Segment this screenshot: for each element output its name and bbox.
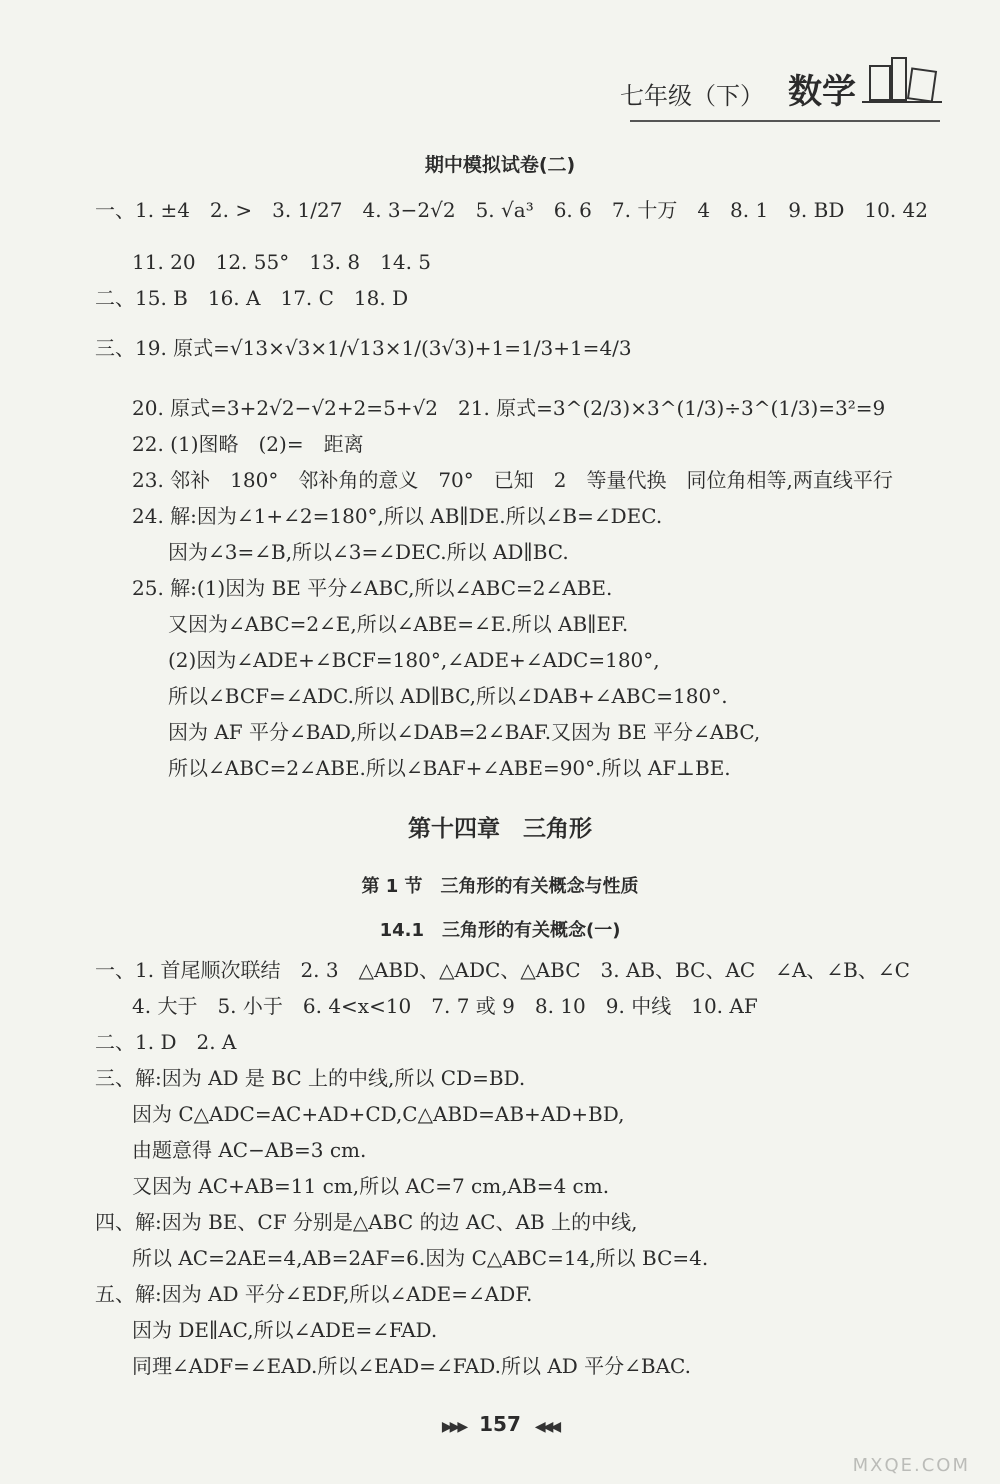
chapter-title: 第十四章 三角形 <box>408 816 592 842</box>
answer-line: 由题意得 AC−AB=3 cm. <box>132 1138 367 1162</box>
answer-line: 所以∠ABC=2∠ABE.所以∠BAF+∠ABE=90°.所以 AF⊥BE. <box>168 756 731 780</box>
answer-line: 二、15. B 16. A 17. C 18. D <box>95 286 409 310</box>
answer-line: 四、解:因为 BE、CF 分别是△ABC 的边 AC、AB 上的中线, <box>95 1210 638 1234</box>
answer-line: 23. 邻补 180° 邻补角的意义 70° 已知 2 等量代换 同位角相等,两直线平行 <box>132 468 893 492</box>
answer-line: 25. 解:(1)因为 BE 平分∠ABC,所以∠ABC=2∠ABE. <box>132 576 613 600</box>
answer-line: 一、1. 首尾顺次联结 2. 3 △ABD、△ADC、△ABC 3. AB、BC、AC ∠A、∠B、∠C <box>95 958 910 982</box>
answer-line: 所以∠BCF=∠ADC.所以 AD∥BC,所以∠DAB+∠ABC=180°. <box>168 684 728 708</box>
answer-line: 所以 AC=2AE=4,AB=2AF=6.因为 C△ABC=14,所以 BC=4. <box>132 1246 709 1270</box>
answer-line: 又因为∠ABC=2∠E,所以∠ABE=∠E.所以 AB∥EF. <box>168 612 629 636</box>
right-arrows-icon: ▶▶▶ <box>441 1419 466 1435</box>
answer-line: 一、1. ±4 2. > 3. 1/27 4. 3−2√2 5. √a³ 6. 6 7. 十万 4 8. 1 9. BD 10. 42 <box>95 198 928 222</box>
answer-line: 因为 AF 平分∠BAD,所以∠DAB=2∠BAF.又因为 BE 平分∠ABC, <box>168 720 761 744</box>
answer-line: 五、解:因为 AD 平分∠EDF,所以∠ADE=∠ADF. <box>95 1282 533 1306</box>
answer-line: 因为∠3=∠B,所以∠3=∠DEC.所以 AD∥BC. <box>168 540 569 564</box>
answer-line: (2)因为∠ADE+∠BCF=180°,∠ADE+∠ADC=180°, <box>168 648 660 672</box>
answer-line: 因为 C△ADC=AC+AD+CD,C△ABD=AB+AD+BD, <box>132 1102 625 1126</box>
answer-line: 11. 20 12. 55° 13. 8 14. 5 <box>132 250 432 274</box>
books-icon <box>862 52 942 108</box>
answer-line: 又因为 AC+AB=11 cm,所以 AC=7 cm,AB=4 cm. <box>132 1174 610 1198</box>
section-title: 第 1 节 三角形的有关概念与性质 <box>361 876 639 897</box>
subject-label: 数学 <box>788 72 856 112</box>
answer-line: 24. 解:因为∠1+∠2=180°,所以 AB∥DE.所以∠B=∠DEC. <box>132 504 663 528</box>
midterm-title: 期中模拟试卷(二) <box>424 154 576 176</box>
answer-line: 因为 DE∥AC,所以∠ADE=∠FAD. <box>132 1318 438 1342</box>
page-number: 157 <box>479 1412 521 1436</box>
answer-line: 20. 原式=3+2√2−√2+2=5+√2 21. 原式=3^(2/3)×3^(1/3)÷3^(1/3)=3²=9 <box>132 396 886 420</box>
header-rule <box>630 120 940 122</box>
answer-line: 4. 大于 5. 小于 6. 4<x<10 7. 7 或 9 8. 10 9. 中线 10. AF <box>132 994 758 1018</box>
left-arrows-icon: ◀◀◀ <box>534 1419 559 1435</box>
answer-line: 三、解:因为 AD 是 BC 上的中线,所以 CD=BD. <box>95 1066 526 1090</box>
watermark-text: MXQE.COM <box>852 1455 970 1476</box>
page-header <box>620 50 940 140</box>
subsection-title: 14.1 三角形的有关概念(一) <box>379 920 621 941</box>
answer-line: 二、1. D 2. A <box>95 1030 237 1054</box>
answer-line: 三、19. 原式=√13×√3×1/√13×1/(3√3)+1=1/3+1=4/3 <box>95 336 632 360</box>
grade-label: 七年级（下） <box>620 82 764 110</box>
watermark <box>800 1406 970 1476</box>
answer-line: 22. (1)图略 (2)= 距离 <box>132 432 364 456</box>
answer-line: 同理∠ADF=∠EAD.所以∠EAD=∠FAD.所以 AD 平分∠BAC. <box>132 1354 692 1378</box>
